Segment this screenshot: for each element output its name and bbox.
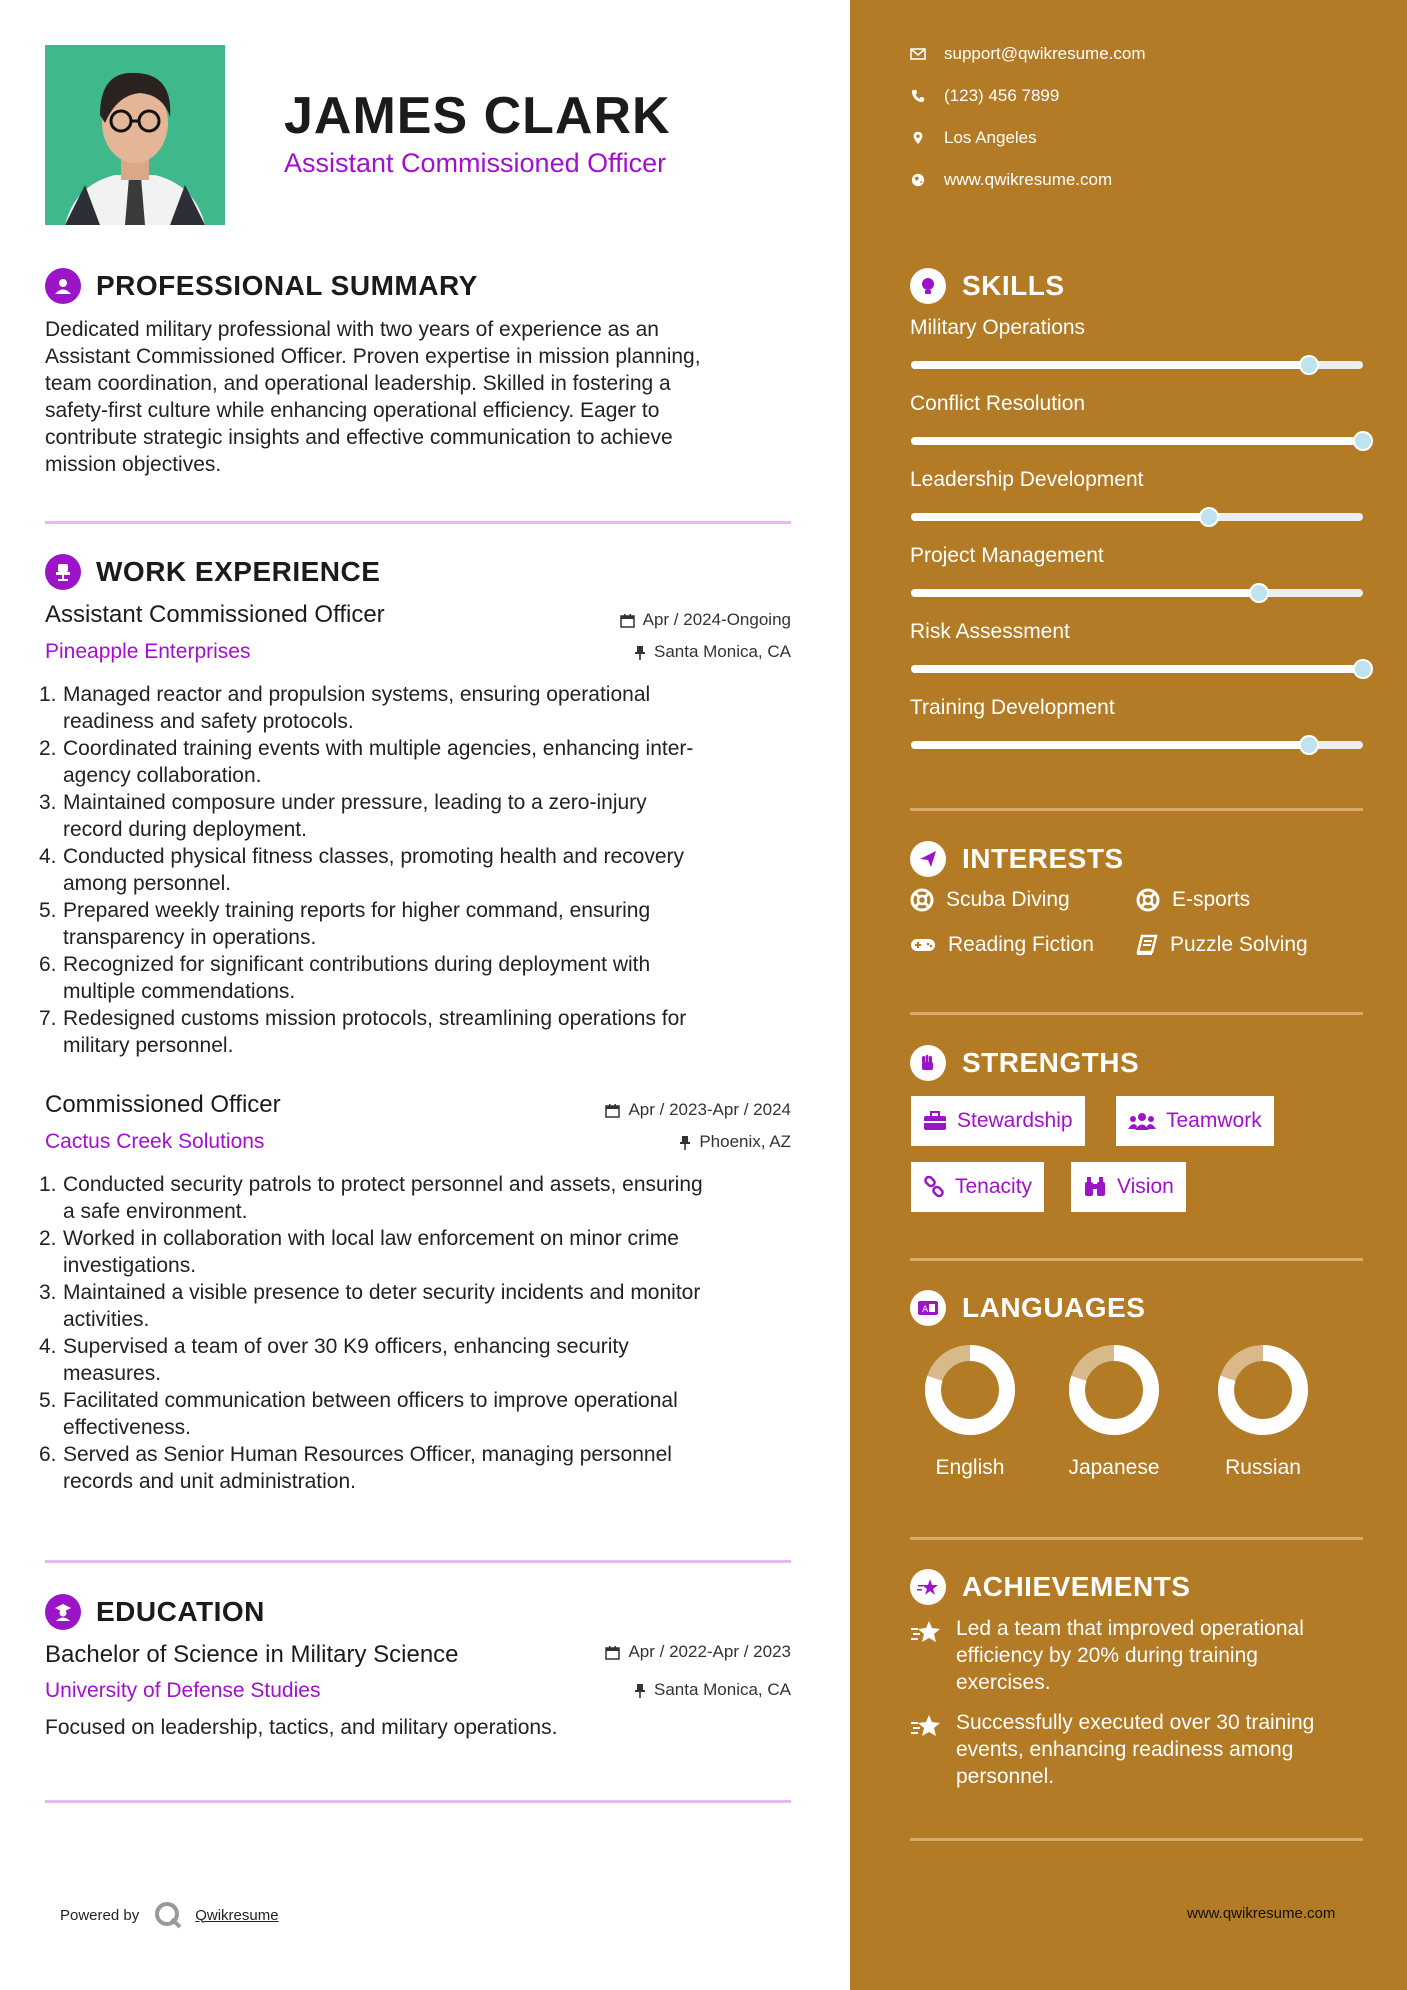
list-item: 2. Worked in collaboration with local law enforcement on minor crime investigations. xyxy=(39,1227,679,1277)
list-item: 6. Served as Senior Human Resources Officer, managing personnel records and unit administration. xyxy=(39,1443,672,1493)
contact-email[interactable] xyxy=(910,44,1146,64)
skill-bar-fill xyxy=(911,437,1363,445)
list-item: 2. Coordinated training events with multiple agencies, enhancing inter- agency collaboration. xyxy=(39,737,694,787)
language-donut xyxy=(920,1340,1020,1440)
summary-line: safety-first culture while enhancing operational efficiency. Eager to xyxy=(45,399,660,422)
candidate-role: Assistant Commissioned Officer xyxy=(284,148,667,178)
section-divider xyxy=(45,1800,791,1803)
shooting-star-icon xyxy=(910,1619,942,1645)
achievement-line: personnel. xyxy=(956,1765,1055,1788)
section-divider xyxy=(910,1838,1363,1841)
achievement-line: Led a team that improved operational xyxy=(956,1617,1304,1640)
star-badge-icon xyxy=(910,1569,946,1605)
contact-phone-text: (123) 456 7899 xyxy=(944,86,1060,105)
list-item: 1. Conducted security patrols to protect personnel and assets, ensuring a safe environment. xyxy=(39,1173,703,1223)
skill-bar-knob xyxy=(1353,659,1373,679)
job-title: Commissioned Officer xyxy=(45,1091,281,1118)
list-item: 5. Prepared weekly training reports for higher command, ensuring transparency in operations. xyxy=(39,899,651,949)
strength-label: Stewardship xyxy=(957,1109,1073,1132)
strength-badge xyxy=(1071,1162,1186,1212)
language-label: Japanese xyxy=(1068,1456,1160,1479)
skill-label: Military Operations xyxy=(910,316,1086,339)
skill-bar xyxy=(911,437,1363,445)
interest-label: E-sports xyxy=(1172,888,1251,911)
education-description: Focused on leadership, tactics, and military operations. xyxy=(45,1716,558,1739)
achievement-line: Successfully executed over 30 training xyxy=(956,1711,1315,1734)
contact-location xyxy=(910,128,1037,148)
list-item: 4. Supervised a team of over 30 K9 officers, enhancing security measures. xyxy=(39,1335,629,1385)
education-date xyxy=(605,1642,791,1662)
job-duties xyxy=(39,681,799,1059)
skill-bar-knob xyxy=(1299,735,1319,755)
achievements-heading xyxy=(910,1569,1190,1605)
map-marker-icon xyxy=(910,131,926,145)
translate-icon xyxy=(910,1290,946,1326)
powered-by-label: Powered by xyxy=(60,1906,140,1924)
list-item: 3. Maintained composure under pressure, leading to a zero-injury record during deployment. xyxy=(39,791,647,841)
user-icon xyxy=(45,268,81,304)
summary-line: team coordination, and operational leadership. Skilled in fostering a xyxy=(45,372,671,395)
skill-bar-fill xyxy=(911,513,1209,521)
achievements-title: ACHIEVEMENTS xyxy=(962,1571,1191,1602)
strengths-heading xyxy=(910,1045,1139,1081)
link-icon xyxy=(923,1176,945,1198)
summary-line: contribute strategic insights and effective communication to achieve xyxy=(45,426,673,449)
education-title: EDUCATION xyxy=(96,1596,265,1627)
globe-icon xyxy=(910,173,926,187)
job-company: Pineapple Enterprises xyxy=(45,640,251,663)
education-location-text: Santa Monica, CA xyxy=(653,1680,791,1699)
job-location xyxy=(634,642,791,662)
lifebuoy-icon xyxy=(910,888,934,912)
profile-photo xyxy=(45,45,225,225)
job-location xyxy=(679,1132,791,1152)
footer-url[interactable]: www.qwikresume.com xyxy=(1187,1905,1336,1922)
skill-bar-fill xyxy=(911,665,1363,673)
book-icon xyxy=(1136,934,1158,956)
skill-bar xyxy=(911,361,1363,369)
job-duties xyxy=(39,1171,799,1495)
skill-bar-knob xyxy=(1249,583,1269,603)
skill-bar xyxy=(911,741,1363,749)
powered-by xyxy=(60,1900,279,1930)
summary-line: Assistant Commissioned Officer. Proven expertise in mission planning, xyxy=(45,345,701,368)
skill-label: Training Development xyxy=(910,696,1115,719)
calendar-icon xyxy=(605,1645,620,1660)
contact-website-text: www.qwikresume.com xyxy=(944,170,1113,189)
lightbulb-icon xyxy=(910,268,946,304)
skill-bar-knob xyxy=(1299,355,1319,375)
section-divider xyxy=(45,521,791,524)
calendar-icon xyxy=(605,1103,620,1118)
paper-plane-icon xyxy=(910,841,946,877)
school-name: University of Defense Studies xyxy=(45,1679,321,1702)
list-item: 1. Managed reactor and propulsion systems, ensuring operational readiness and safety protocols. xyxy=(39,683,651,733)
summary-heading xyxy=(45,268,478,304)
lifebuoy-icon xyxy=(1136,888,1160,912)
pin-icon xyxy=(634,1683,646,1698)
degree-title: Bachelor of Science in Military Science xyxy=(45,1641,459,1668)
job-date xyxy=(620,610,791,630)
achievement-line: events, enhancing readiness among xyxy=(956,1738,1294,1761)
section-divider xyxy=(910,1012,1363,1015)
skills-heading xyxy=(910,268,1065,304)
list-item: 6. Recognized for significant contributions during deployment with multiple commendations. xyxy=(39,953,651,1003)
binoculars-icon xyxy=(1083,1176,1107,1198)
language-donut xyxy=(1213,1340,1313,1440)
contact-location-text: Los Angeles xyxy=(944,128,1037,147)
section-divider xyxy=(910,1537,1363,1540)
skills-title: SKILLS xyxy=(962,270,1065,301)
language-label: English xyxy=(935,1456,1005,1479)
strength-badge xyxy=(1116,1096,1274,1146)
skill-label: Project Management xyxy=(910,544,1104,567)
section-divider xyxy=(910,1258,1363,1261)
skill-bar-fill xyxy=(911,741,1309,749)
summary-text xyxy=(45,316,805,478)
job-location-text: Santa Monica, CA xyxy=(653,642,791,661)
section-divider xyxy=(45,1560,791,1563)
skill-bar xyxy=(911,513,1363,521)
briefcase-icon xyxy=(923,1111,947,1131)
contact-phone[interactable] xyxy=(910,86,1059,106)
summary-line: mission objectives. xyxy=(45,453,222,476)
job-location-text: Phoenix, AZ xyxy=(699,1132,791,1151)
job-company: Cactus Creek Solutions xyxy=(45,1130,265,1153)
skill-label: Risk Assessment xyxy=(910,620,1070,643)
skill-bar-fill xyxy=(911,589,1259,597)
svg-text:A: A xyxy=(922,1305,929,1315)
languages-heading xyxy=(910,1290,1145,1326)
summary-line: Dedicated military professional with two years of experience as an xyxy=(45,318,659,341)
qwikresume-logo-icon xyxy=(153,1900,183,1930)
achievement-item xyxy=(910,1615,1360,1696)
phone-icon xyxy=(910,89,926,103)
fist-icon xyxy=(910,1045,946,1081)
education-heading xyxy=(45,1594,265,1630)
strengths-title: STRENGTHS xyxy=(962,1047,1140,1078)
job-title: Assistant Commissioned Officer xyxy=(45,601,385,628)
strength-label: Teamwork xyxy=(1166,1109,1262,1132)
skill-bar-knob xyxy=(1353,431,1373,451)
skill-bar-fill xyxy=(911,361,1309,369)
interest-label: Reading Fiction xyxy=(948,933,1094,956)
education-date-text: Apr / 2022-Apr / 2023 xyxy=(628,1642,791,1661)
skill-label: Conflict Resolution xyxy=(910,392,1086,415)
interest-item xyxy=(1136,888,1250,912)
skill-bar xyxy=(911,589,1363,597)
candidate-name: JAMES CLARK xyxy=(284,87,671,145)
interest-item xyxy=(1136,933,1308,957)
skill-bar xyxy=(911,665,1363,673)
chair-icon xyxy=(45,554,81,590)
education-location xyxy=(634,1680,791,1700)
users-icon xyxy=(1128,1111,1156,1131)
work-title: WORK EXPERIENCE xyxy=(96,556,381,587)
job-date-text: Apr / 2024-Ongoing xyxy=(642,610,791,629)
list-item: 4. Conducted physical fitness classes, promoting health and recovery among personnel. xyxy=(39,845,684,895)
list-item: 3. Maintained a visible presence to deter security incidents and monitor activities. xyxy=(39,1281,701,1331)
contact-email-text: support@qwikresume.com xyxy=(944,44,1146,63)
pin-icon xyxy=(679,1135,691,1150)
work-heading xyxy=(45,554,380,590)
achievement-item xyxy=(910,1709,1360,1790)
strength-label: Vision xyxy=(1117,1175,1174,1198)
pin-icon xyxy=(634,645,646,660)
strength-badge xyxy=(911,1162,1044,1212)
list-item: 5. Facilitated communication between officers to improve operational effectiveness. xyxy=(39,1389,678,1439)
contact-website[interactable] xyxy=(910,170,1112,190)
interest-label: Puzzle Solving xyxy=(1170,933,1308,956)
strength-label: Tenacity xyxy=(955,1175,1033,1198)
summary-title: PROFESSIONAL SUMMARY xyxy=(96,270,478,301)
skill-label: Leadership Development xyxy=(910,468,1144,491)
achievement-line: efficiency by 20% during training xyxy=(956,1644,1258,1667)
gamepad-icon xyxy=(910,935,936,955)
qwikresume-link[interactable]: Qwikresume xyxy=(195,1906,279,1924)
strength-badge xyxy=(911,1096,1085,1146)
interests-heading xyxy=(910,841,1124,877)
achievement-line: exercises. xyxy=(956,1671,1051,1694)
interests-title: INTERESTS xyxy=(962,843,1124,874)
envelope-icon xyxy=(910,48,926,60)
language-donut xyxy=(1064,1340,1164,1440)
languages-title: LANGUAGES xyxy=(962,1292,1146,1323)
interest-label: Scuba Diving xyxy=(946,888,1070,911)
job-date-text: Apr / 2023-Apr / 2024 xyxy=(628,1100,791,1119)
interest-item xyxy=(910,933,1094,957)
language-label: Russian xyxy=(1225,1456,1301,1479)
job-date xyxy=(605,1100,791,1120)
shooting-star-icon xyxy=(910,1713,942,1739)
section-divider xyxy=(910,808,1363,811)
calendar-icon xyxy=(620,613,635,628)
graduate-icon xyxy=(45,1594,81,1630)
interest-item xyxy=(910,888,1070,912)
list-item: 7. Redesigned customs mission protocols, streamlining operations for military personnel. xyxy=(39,1007,687,1057)
